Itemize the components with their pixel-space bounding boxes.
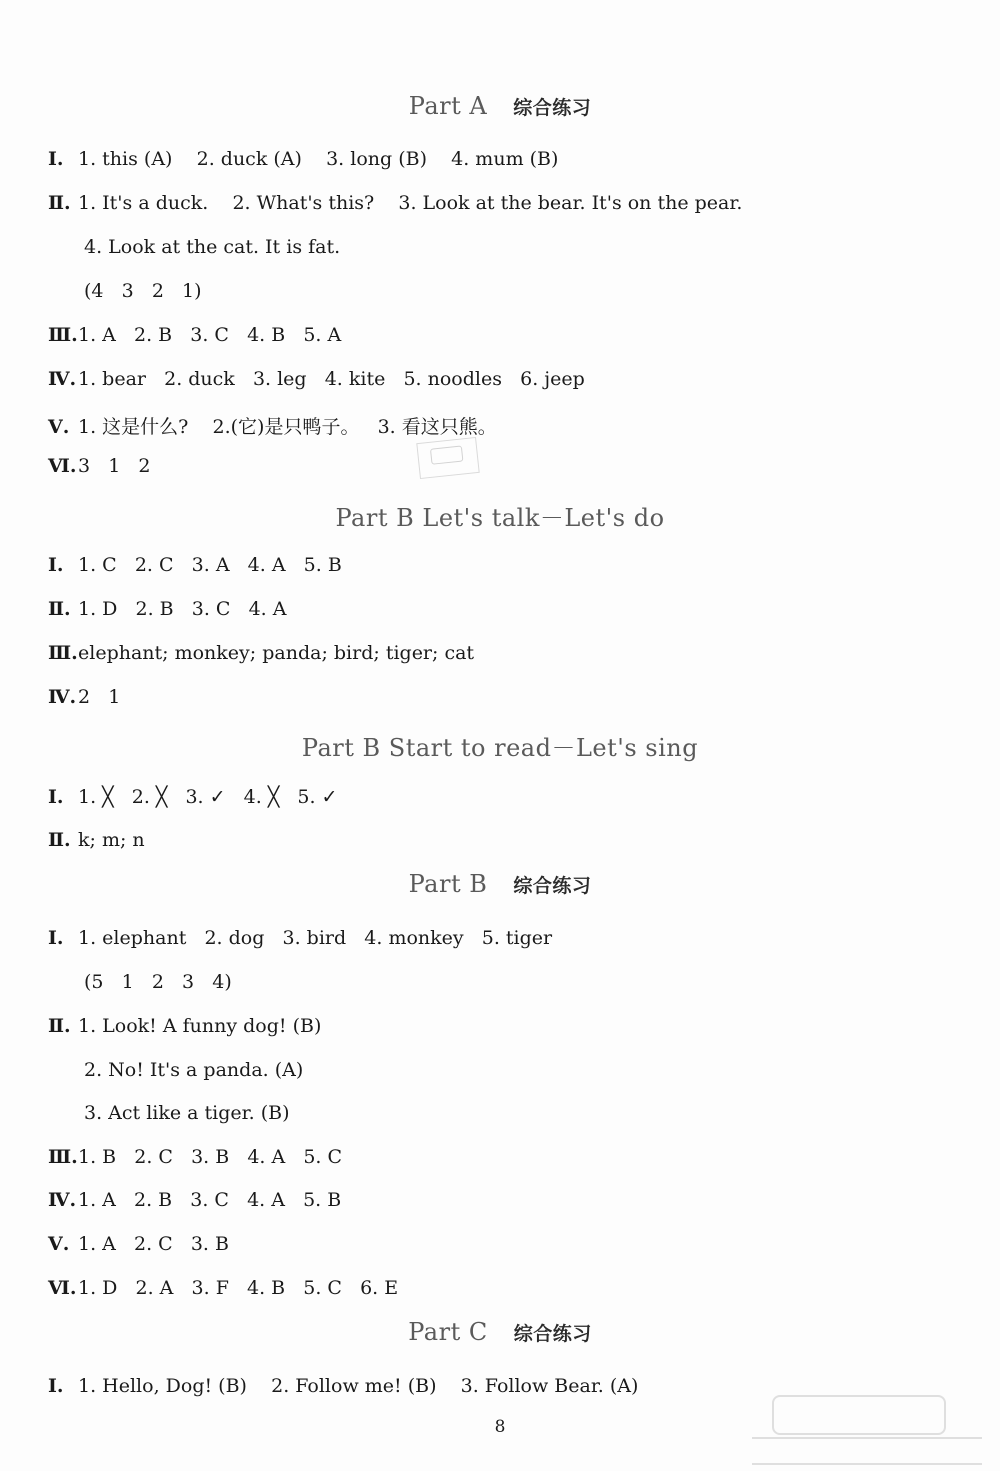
answer-text: 1. A 2. C 3. B [78, 1233, 229, 1255]
question-numeral: Ⅵ. [48, 1277, 77, 1299]
answer-line [84, 971, 232, 993]
answer-line [84, 1059, 303, 1081]
answer-line [48, 368, 585, 390]
question-numeral: Ⅲ. [48, 642, 78, 664]
question-numeral: Ⅴ. [48, 416, 70, 438]
answer-text: 1. It's a duck. 2. What's this? 3. Look at the bear. It's on the pear. [78, 192, 743, 214]
question-numeral: Ⅱ. [48, 829, 71, 851]
question-numeral: Ⅱ. [48, 1015, 71, 1037]
section-title-text: Part B Start to read－Let's sing [301, 734, 699, 762]
answer-line [48, 598, 286, 620]
section-title-text: Part C [408, 1318, 488, 1346]
answer-line [48, 786, 337, 808]
answer-line [84, 1102, 290, 1124]
question-numeral: Ⅱ. [48, 192, 71, 214]
answer-line [48, 554, 342, 576]
answer-text: elephant; monkey; panda; bird; tiger; cat [78, 642, 475, 664]
answer-line [48, 192, 742, 214]
question-numeral: Ⅰ. [48, 148, 64, 170]
answer-text: (5 1 2 3 4) [84, 971, 232, 993]
section-title-cn: 综合练习 [513, 97, 592, 119]
answer-line [48, 1277, 398, 1299]
question-numeral: Ⅰ. [48, 786, 64, 808]
answer-text: 1. 这是什么? 2.(它)是只鸭子。 3. 看这只熊。 [78, 416, 497, 438]
answer-text: 1. Hello, Dog! (B) 2. Follow me! (B) 3. Follow Bear. (A) [78, 1375, 639, 1397]
section-title-cn: 综合练习 [513, 875, 592, 897]
answer-text: 1. C 2. C 3. A 4. A 5. B [78, 554, 342, 576]
answer-line [48, 1233, 229, 1255]
section-title-text: Part A [408, 92, 488, 120]
answer-text: 1. elephant 2. dog 3. bird 4. monkey 5. tiger [78, 927, 553, 949]
answer-line [48, 927, 552, 949]
answer-text: 1. D 2. A 3. F 4. B 5. C 6. E [78, 1277, 399, 1299]
section-title-part-b-read [0, 728, 1000, 763]
section-title-text: Part B [408, 870, 488, 898]
answer-text: 1. Look! A funny dog! (B) [78, 1015, 322, 1037]
section-title-text: Part B Let's talk－Let's do [335, 504, 665, 532]
answer-text: 1. A 2. B 3. C 4. B 5. A [78, 324, 342, 346]
answer-text: 2. No! It's a panda. (A) [84, 1059, 304, 1081]
answer-text: 1. D 2. B 3. C 4. A [78, 598, 287, 620]
answer-line [84, 280, 202, 302]
section-title-cn: 综合练习 [513, 1323, 592, 1345]
answer-text: (4 3 2 1) [84, 280, 202, 302]
section-title-part-c-review [0, 1318, 1000, 1346]
question-numeral: Ⅵ. [48, 455, 77, 477]
section-title-part-a [0, 92, 1000, 120]
question-numeral: Ⅲ. [48, 1146, 78, 1168]
answer-line [48, 455, 151, 477]
question-numeral: Ⅱ. [48, 598, 71, 620]
answer-line [48, 1189, 341, 1211]
answer-text: 2 1 [78, 686, 121, 708]
question-numeral: Ⅰ. [48, 1375, 64, 1397]
answer-text: 1. ╳ 2. ╳ 3. ✓ 4. ╳ 5. ✓ [78, 786, 338, 808]
page-number: 8 [494, 1417, 506, 1437]
question-numeral: Ⅲ. [48, 324, 78, 346]
answer-text: 3 1 2 [78, 455, 151, 477]
question-numeral: Ⅳ. [48, 1189, 77, 1211]
answer-line [48, 1146, 342, 1168]
answer-line [48, 1375, 638, 1397]
watermark-logo-bottom [752, 1437, 982, 1465]
question-numeral: Ⅰ. [48, 554, 64, 576]
question-numeral: Ⅳ. [48, 686, 77, 708]
answer-text: 1. A 2. B 3. C 4. A 5. B [78, 1189, 342, 1211]
answer-line [48, 148, 558, 170]
answer-line [48, 324, 341, 346]
question-numeral: Ⅳ. [48, 368, 77, 390]
watermark-logo-top [772, 1395, 946, 1435]
section-title-part-b-talk [0, 498, 1000, 533]
stamp-mark [416, 437, 479, 479]
answer-text: k; m; n [78, 829, 145, 851]
answer-line [48, 642, 474, 664]
answer-text: 3. Act like a tiger. (B) [84, 1102, 290, 1124]
answer-line [48, 1015, 321, 1037]
answer-text: 1. bear 2. duck 3. leg 4. kite 5. noodles 6. jeep [78, 368, 585, 390]
question-numeral: Ⅰ. [48, 927, 64, 949]
question-numeral: Ⅴ. [48, 1233, 70, 1255]
answer-line [48, 686, 120, 708]
watermark-logo [752, 1395, 982, 1465]
answer-line [84, 236, 340, 258]
answer-line [48, 829, 145, 851]
answer-text: 4. Look at the cat. It is fat. [84, 236, 341, 258]
answer-text: 1. B 2. C 3. B 4. A 5. C [78, 1146, 343, 1168]
section-title-part-b-review [0, 870, 1000, 898]
answer-text: 1. this (A) 2. duck (A) 3. long (B) 4. mum (B) [78, 148, 559, 170]
answer-line [48, 412, 497, 439]
